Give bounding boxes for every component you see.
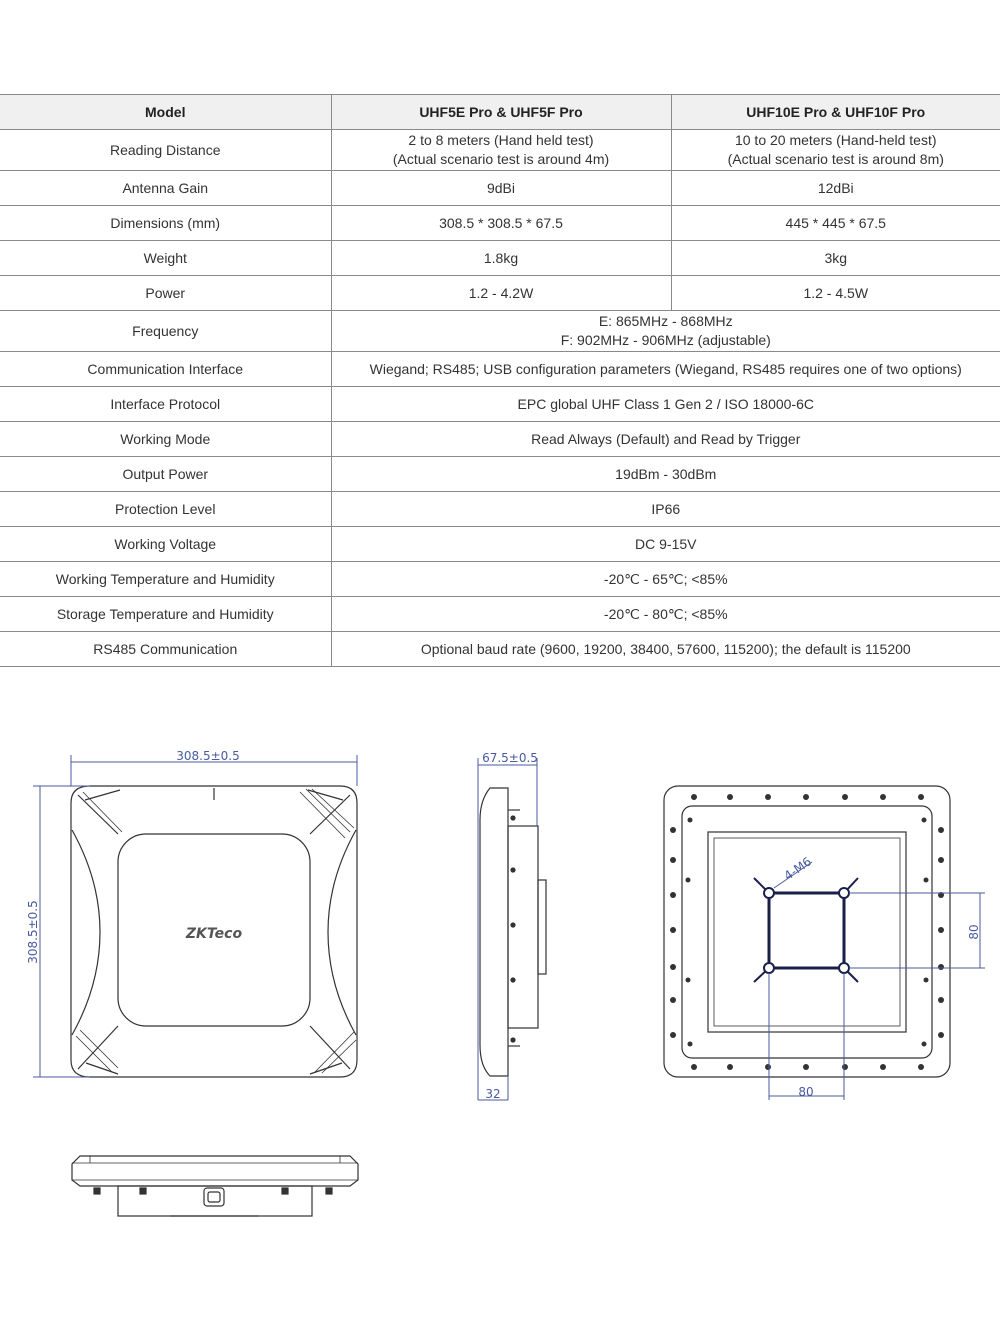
row-label: Output Power [0,457,331,492]
row-label: Reading Distance [0,130,331,171]
row-label: Working Temperature and Humidity [0,562,331,597]
row-label: Frequency [0,311,331,352]
value-line: DC 9-15V [635,535,697,552]
front-height-label: 308.5±0.5 [26,900,40,964]
row-label: RS485 Communication [0,632,331,667]
logo-text: ZKTeco [185,926,243,942]
value-line: 12dBi [817,179,854,196]
row-label: Power [0,276,331,311]
value-line: IP66 [651,500,681,517]
back-vertical-label: 80 [967,924,981,940]
value-line: 308.5 * 308.5 * 67.5 [439,214,563,231]
row-label: Working Voltage [0,527,331,562]
side-depth-label: 67.5±0.5 [482,751,538,765]
front-height-dimension [33,786,90,1077]
value-line: (Actual scenario test is around 8m) [727,151,944,167]
value-line: (Actual scenario test is around 4m) [392,151,610,167]
value-line: 445 * 445 * 67.5 [785,214,886,231]
value-line: -20℃ - 65℃; <85% [603,570,728,587]
back-mount-holes [670,794,944,1070]
value-line: Wiegand; RS485; USB configuration parameters (Wiegand, RS485 requires one of two options) [369,360,962,377]
row-label: Working Mode [0,422,331,457]
value-line: 2 to 8 meters (Hand held test) [408,132,594,148]
row-label: Dimensions (mm) [0,206,331,241]
row-label: Protection Level [0,492,331,527]
back-view-drawing [664,786,950,1077]
header-cell: UHF5E Pro & UHF5F Pro [331,95,671,130]
value-line: -20℃ - 80℃; <85% [603,605,728,622]
back-hole-label: 4-M6 [781,854,814,884]
row-label: Interface Protocol [0,387,331,422]
value-line: 1.2 - 4.2W [468,284,534,301]
header-cell: Model [0,95,331,130]
value-line: 9dBi [486,179,516,196]
value-line: E: 865MHz - 868MHz [598,313,733,329]
value-line: F: 902MHz - 906MHz (adjustable) [560,332,771,348]
value-line: 19dBm - 30dBm [615,465,717,482]
row-label: Storage Temperature and Humidity [0,597,331,632]
value-line: Read Always (Default) and Read by Trigger [531,430,801,447]
bottom-view-drawing [72,1156,358,1216]
value-line: EPC global UHF Class 1 Gen 2 / ISO 18000-6C [517,395,814,412]
value-line: 1.8kg [483,249,519,266]
value-line: Optional baud rate (9600, 19200, 38400, 57600, 115200); the default is 115200 [420,640,911,657]
value-line: 3kg [824,249,848,266]
side-base-label: 32 [485,1087,501,1101]
front-width-label: 308.5±0.5 [176,749,240,763]
back-vesa-pattern [754,878,858,982]
back-dimensions [769,862,985,1100]
row-label: Communication Interface [0,352,331,387]
row-label: Weight [0,241,331,276]
side-view-drawing [480,788,546,1076]
back-horizontal-label: 80 [798,1085,814,1099]
value-line: 1.2 - 4.5W [803,284,869,301]
row-label: Antenna Gain [0,171,331,206]
header-cell: UHF10E Pro & UHF10F Pro [671,95,1000,130]
value-line: 10 to 20 meters (Hand-held test) [734,132,937,148]
